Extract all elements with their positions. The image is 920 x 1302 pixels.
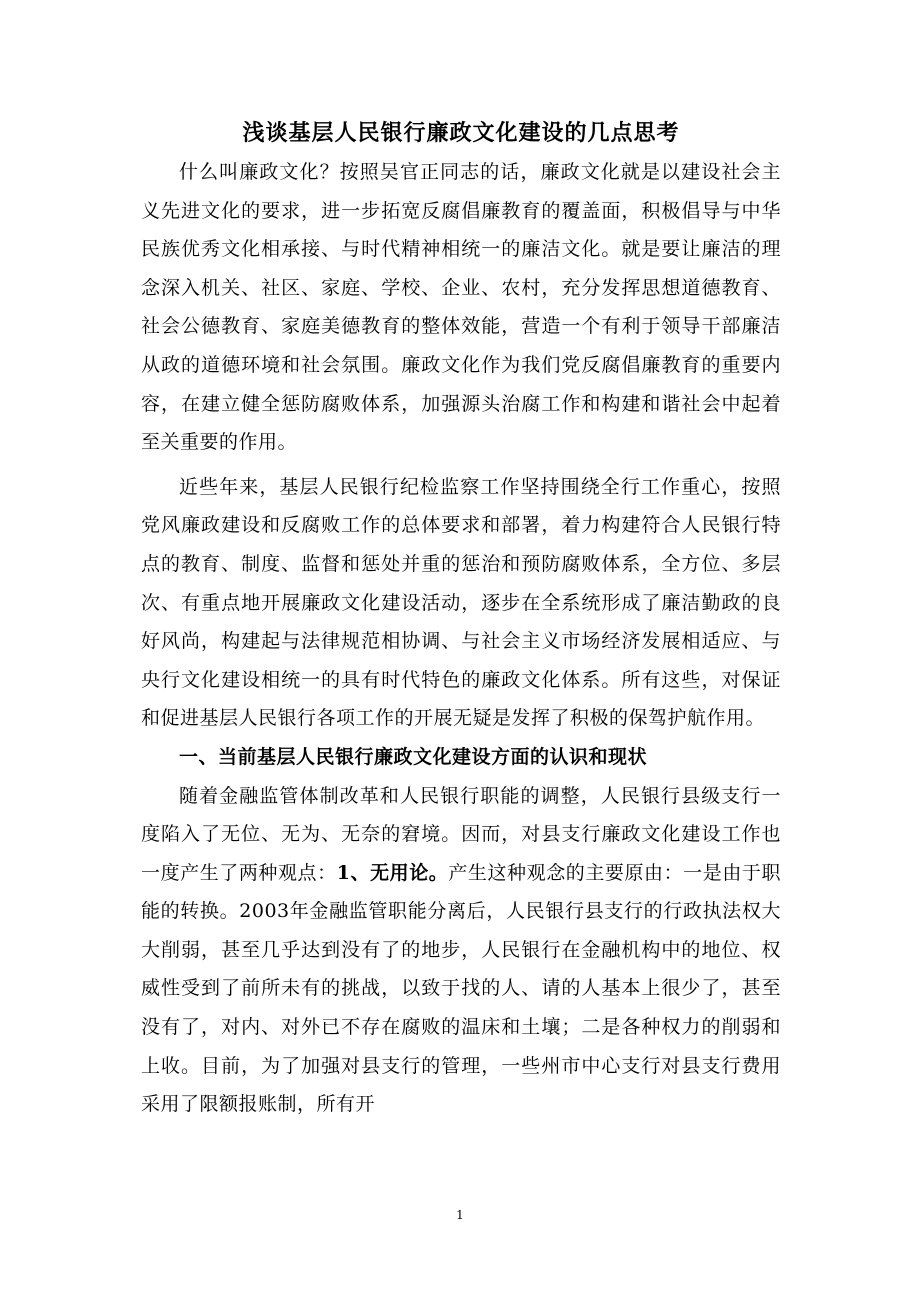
paragraph-reform-continued: 产生这种观念的主要原由：一是由于职能的转换。2003年金融监管职能分离后，人民银行县支行的行政执法权大大削弱，甚至几乎达到没有了的地步，人民银行在金融机构中的地位、权威性受到了前所未有的挑战，以致于找的人、请的人基本上很少了，甚至没有了，对内、对外已不存在腐败的温床和土壤；二是各种权力的削弱和上收。目前，为了加强对县支行的管理，一些州市中心支行对县支行费用采用了限额报账制，所有开 xyxy=(141,861,781,1116)
useless-theory-label: 1、无用论。 xyxy=(336,861,449,884)
paragraph-reform-intro: 随着金融监管体制改革和人民银行职能的调整，人民银行县级支行一度陷入了无位、无为、无奈的窘境。因而，对县支行廉政文化建设工作也一度产生了两种观点： xyxy=(141,784,781,884)
paragraph-definition: 什么叫廉政文化？按照吴官正同志的话，廉政文化就是以建设社会主义先进文化的要求，进一步拓宽反腐倡廉教育的覆盖面，积极倡导与中华民族优秀文化相承接、与时代精神相统一的廉洁文化。就是要让廉洁的理念深入机关、社区、家庭、学校、企业、农村，充分发挥思想道德教育、社会公德教育、家庭美德教育的整体效能，营造一个有利于领导干部廉洁从政的道德环境和社会氛围。廉政文化作为我们党反腐倡廉教育的重要内容，在建立健全惩防腐败体系，加强源头治腐工作和构建和谐社会中起着至关重要的作用。 xyxy=(141,161,781,454)
document-body xyxy=(141,113,781,1124)
page-number: 1 xyxy=(456,1208,464,1222)
document-title: 浅谈基层人民银行廉政文化建设的几点思考 xyxy=(242,120,680,146)
paragraph-reform xyxy=(141,777,781,1124)
section-heading-current-status: 一、当前基层人民银行廉政文化建设方面的认识和现状 xyxy=(179,745,648,768)
paragraph-recent-years: 近些年来，基层人民银行纪检监察工作坚持围绕全行工作重心，按照党风廉政建设和反腐败工作的总体要求和部署，着力构建符合人民银行特点的教育、制度、监督和惩处并重的惩治和预防腐败体系，全方位、多层次、有重点地开展廉政文化建设活动，逐步在全系统形成了廉洁勤政的良好风尚，构建起与法律规范相协调、与社会主义市场经济发展相适应、与央行文化建设相统一的具有时代特色的廉政文化体系。所有这些，对保证和促进基层人民银行各项工作的开展无疑是发挥了积极的保驾护航作用。 xyxy=(141,475,781,730)
